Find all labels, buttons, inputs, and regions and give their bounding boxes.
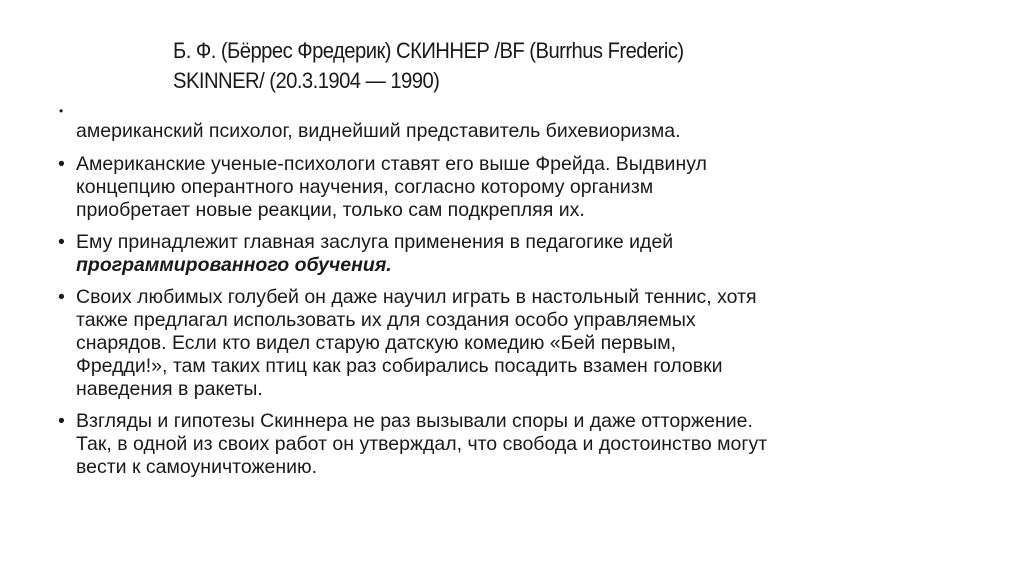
text-line: наведения в ракеты.	[76, 378, 263, 400]
text-line: Ему принадлежит главная заслуга применения в педагогике идей	[76, 231, 674, 253]
list-item	[58, 410, 988, 479]
list-item-text	[76, 231, 988, 277]
text-line: концепцию оперантного научения, согласно которому организм	[76, 176, 654, 198]
text-line: Фредди!», там таких птиц как раз собирались посадить взамен головки	[76, 355, 723, 377]
text-line: вести к самоуничтожению.	[76, 456, 318, 478]
list-item-text	[76, 410, 988, 479]
list-item	[58, 153, 988, 222]
text-line: Взгляды и гипотезы Скиннера не раз вызывали споры и даже отторжение.	[76, 410, 753, 432]
bullet-marker: •	[58, 410, 65, 432]
empty-bullet-marker: •	[59, 104, 64, 118]
list-item	[58, 286, 988, 401]
list-item	[58, 231, 988, 277]
bullet-marker: •	[58, 153, 65, 175]
text-line: приобретает новые реакции, только сам подкрепляя их.	[76, 199, 585, 221]
list-item	[58, 120, 988, 143]
list-item-text	[76, 120, 988, 143]
emphasized-term: программированного обучения.	[76, 254, 392, 276]
text-line: снарядов. Если кто видел старую датскую комедию «Бей первым,	[76, 332, 677, 354]
text-line: также предлагал использовать их для создания особо управляемых	[76, 309, 696, 331]
text-line: Своих любимых голубей он даже научил играть в настольный теннис, хотя	[76, 286, 757, 308]
bullet-marker: •	[58, 286, 65, 308]
list-item-text	[76, 153, 988, 222]
text-line: американский психолог, виднейший представитель бихевиоризма.	[76, 120, 681, 142]
title-line-1: Б. Ф. (Бёррес Фредерик) СКИННЕР /BF (Burrhus Frederic)	[173, 38, 684, 63]
title-line-2: SKINNER/ (20.3.1904 — 1990)	[173, 68, 440, 93]
slide-title	[173, 36, 762, 96]
list-item-text	[76, 286, 988, 401]
bullet-list	[58, 120, 988, 488]
text-line: Так, в одной из своих работ он утверждал, что свобода и достоинство могут	[76, 433, 768, 455]
text-line: Американские ученые-психологи ставят его выше Фрейда. Выдвинул	[76, 153, 707, 175]
bullet-marker: •	[58, 231, 65, 253]
